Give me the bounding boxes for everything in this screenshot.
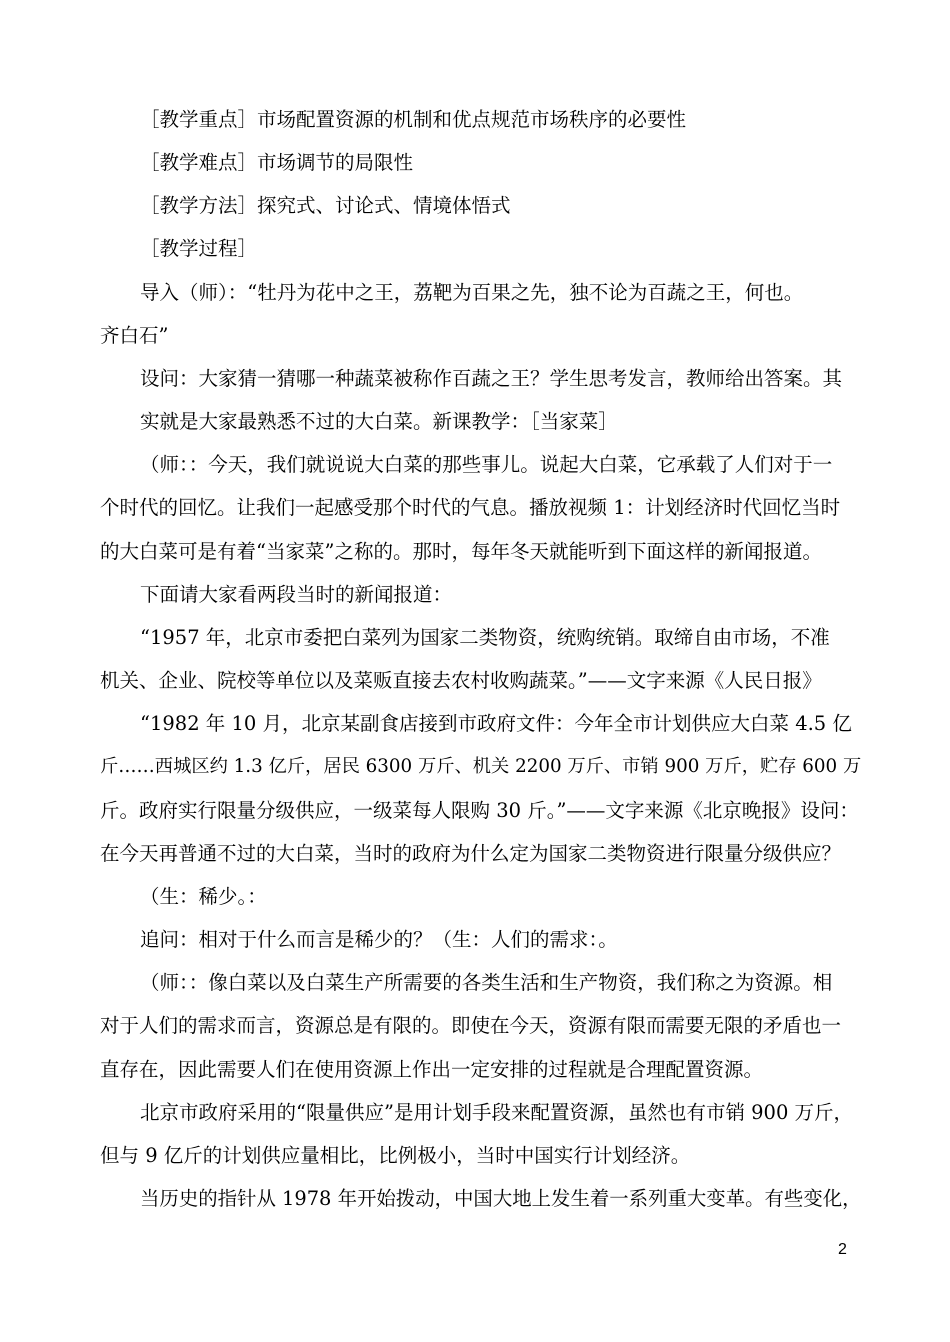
text-line: 但与 9 亿斤的计划供应量相比，比例极小，当时中国实行计划经济。: [100, 1144, 691, 1167]
text-line: 在今天再普通不过的大白菜，当时的政府为什么定为国家二类物资进行限量分级供应？: [100, 842, 842, 865]
text-line: 实就是大家最熟悉不过的大白菜。新课教学：［当家菜］: [140, 410, 618, 433]
text-line: 北京市政府采用的“限量供应”是用计划手段来配置资源，虽然也有市销 900 万斤，: [140, 1101, 854, 1124]
text-line: “1957 年，北京市委把白菜列为国家二类物资，统购统销。取缔自由市场，不准: [140, 626, 830, 649]
text-line: 个时代的回忆。让我们一起感受那个时代的气息。播放视频 1：计划经济时代回忆当时: [100, 496, 841, 519]
text-line: 斤。政府实行限量分级供应，一级菜每人限购 30 斤。”——文字来源《北京晚报》设问：: [100, 799, 859, 822]
text-line: （师：：今天，我们就说说大白菜的那些事儿。说起大白菜，它承载了人们对于一: [140, 453, 833, 476]
text-line: 当历史的指针从 1978 年开始拨动，中国大地上发生着一系列重大变革。有些变化，: [140, 1187, 862, 1210]
text-line: ［教学方法］探究式、讨论式、情境体悟式: [140, 194, 511, 217]
text-line: 齐白石”: [100, 324, 169, 347]
text-line: ［教学重点］市场配置资源的机制和优点规范市场秩序的必要性: [140, 108, 687, 131]
text-line: 下面请大家看两段当时的新闻报道：: [140, 583, 453, 606]
text-line: 的大白菜可是有着“当家菜”之称的。那时，每年冬天就能听到下面这样的新闻报道。: [100, 540, 822, 563]
text-line: （师：：像白菜以及白菜生产所需要的各类生活和生产物资，我们称之为资源。相: [140, 971, 833, 994]
text-line: “1982 年 10 月，北京某副食店接到市政府文件：今年全市计划供应大白菜 4.5 亿: [140, 712, 852, 735]
text-line: 设问：大家猜一猜哪一种蔬菜被称作百蔬之王？学生思考发言，教师给出答案。其: [140, 367, 843, 390]
page-number: 2: [838, 1241, 847, 1258]
text-line: 追问：相对于什么而言是稀少的？（生：人们的需求：。: [140, 928, 618, 951]
text-line: 斤……西城区约 1.3 亿斤，居民 6300 万斤、机关 2200 万斤、市销 900 万斤，贮存 600 万: [100, 756, 862, 777]
text-line: ［教学过程］: [140, 237, 258, 260]
text-line: 导入（师）：“牡丹为花中之王，荔靶为百果之先，独不论为百蔬之王，何也。: [140, 281, 804, 304]
text-line: ［教学难点］市场调节的局限性: [140, 151, 414, 174]
text-line: 对于人们的需求而言，资源总是有限的。即使在今天，资源有限而需要无限的矛盾也一: [100, 1014, 842, 1037]
text-line: 直存在，因此需要人们在使用资源上作出一定安排的过程就是合理配置资源。: [100, 1058, 764, 1081]
text-line: 机关、企业、院校等单位以及菜贩直接去农村收购蔬菜。”——文字来源《人民日报》: [100, 669, 822, 692]
text-line: （生：稀少。：: [140, 885, 267, 908]
